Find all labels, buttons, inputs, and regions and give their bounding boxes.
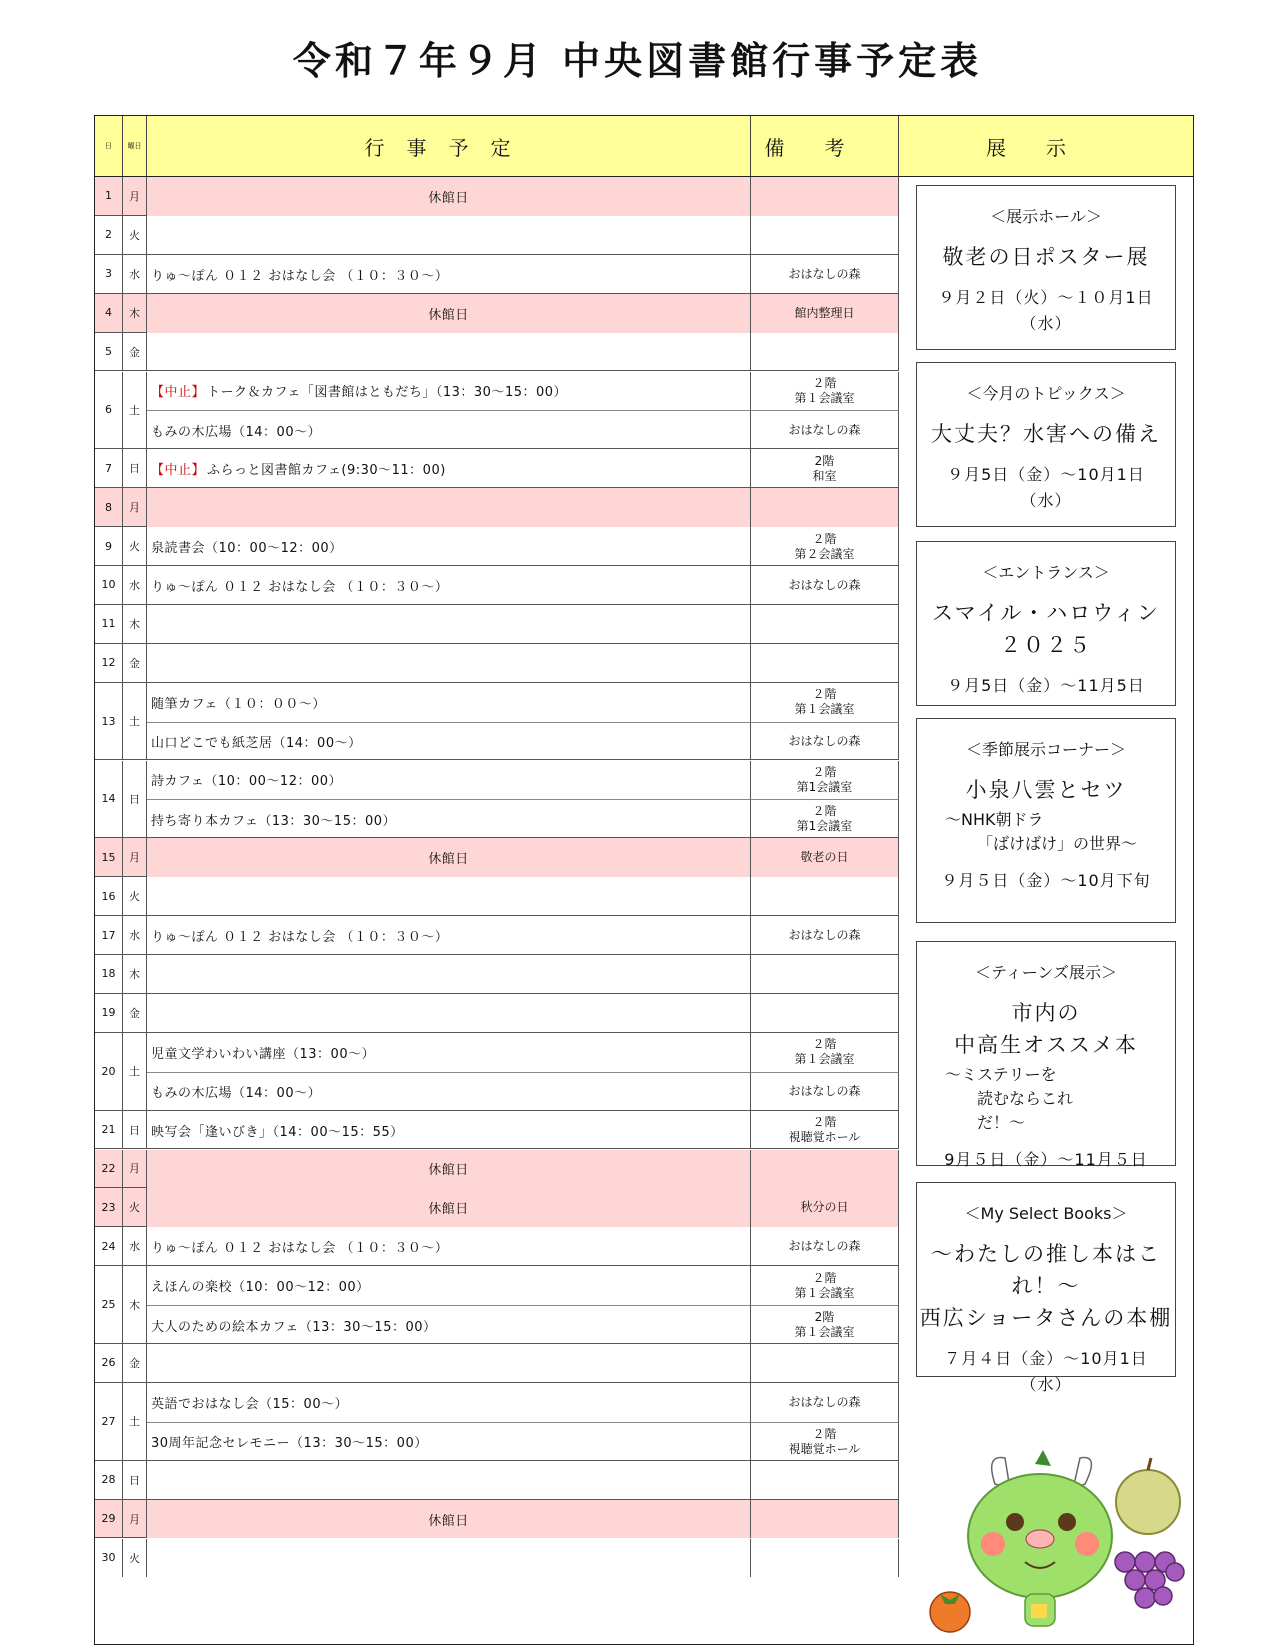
weekday: 木 — [123, 605, 147, 643]
event-cell — [147, 1383, 751, 1422]
header-day: 日 — [95, 116, 123, 176]
note-line: 第１会議室 — [794, 1285, 855, 1300]
exhibit-box — [916, 541, 1176, 706]
day-number: 20 — [95, 1033, 123, 1110]
exhibit-date-line: ９月５日（金）～10月下旬 — [941, 871, 1151, 890]
note-line: 第２会議室 — [794, 546, 855, 561]
table-row — [95, 488, 899, 527]
exhibit-title-line: 中高生オススメ本 — [954, 1033, 1138, 1057]
day-number: 2 — [95, 216, 123, 254]
note-line: 和室 — [812, 468, 837, 483]
persimmon-icon — [930, 1592, 970, 1632]
note-line: おはなしの森 — [788, 577, 861, 592]
event-text: 持ち寄り本カフェ（13：30～15：00） — [151, 813, 397, 829]
event-text: トーク＆カフェ「図書館はともだち」（13：30～15：00） — [207, 385, 568, 401]
note-line: 第１会議室 — [794, 1325, 855, 1340]
note-line: ２階 — [812, 1037, 837, 1052]
event-cell — [147, 1305, 751, 1344]
exhibit-location: ＜エントランス＞ — [982, 563, 1110, 582]
event-text: 児童文学わいわい講座（13：00～） — [151, 1046, 376, 1062]
event-cell — [147, 372, 751, 411]
note-cell — [751, 1227, 899, 1266]
note-cell — [751, 255, 899, 294]
pear-icon — [1116, 1458, 1180, 1534]
event-cell — [147, 449, 751, 488]
note-cell — [751, 761, 899, 800]
note-cell — [751, 1072, 899, 1111]
exhibit-date-line: （水） — [1020, 491, 1072, 510]
table-row — [95, 216, 899, 255]
note-line: 第１会議室 — [794, 702, 855, 717]
note-cell — [751, 1461, 899, 1500]
weekday: 日 — [123, 1461, 147, 1499]
day-number: 12 — [95, 644, 123, 682]
exhibit-location: ＜My Select Books＞ — [964, 1204, 1128, 1223]
note-cell — [751, 1033, 899, 1072]
weekday: 月 — [123, 488, 147, 526]
note-cell — [751, 955, 899, 994]
grape-icon — [1115, 1552, 1184, 1608]
weekday: 水 — [123, 1227, 147, 1265]
weekday: 木 — [123, 955, 147, 993]
day-number: 4 — [95, 294, 123, 332]
day-number: 15 — [95, 838, 123, 876]
exhibit-subtitle-line: 「ばけばけ」の世界～ — [977, 834, 1138, 853]
event-cell — [147, 799, 751, 838]
table-row — [95, 1344, 899, 1383]
weekday: 火 — [123, 216, 147, 254]
exhibit-title-line: スマイル・ハロウィン — [932, 601, 1160, 625]
day-number: 27 — [95, 1383, 123, 1460]
exhibit-title-line: 大丈夫？水害への備え — [931, 422, 1161, 446]
exhibit-dates — [917, 285, 1175, 337]
event-cell — [147, 838, 751, 877]
note-cell — [751, 449, 899, 488]
day-number: 3 — [95, 255, 123, 293]
event-cell — [147, 527, 751, 566]
weekday: 土 — [123, 683, 147, 760]
day-number: 9 — [95, 527, 123, 565]
table-row — [95, 1188, 899, 1227]
exhibit-dates — [917, 868, 1175, 894]
note-line: おはなしの森 — [788, 928, 861, 943]
event-cell — [147, 216, 751, 255]
note-cell — [751, 488, 899, 527]
day-number: 13 — [95, 683, 123, 760]
day-number: 11 — [95, 605, 123, 643]
note-cell — [751, 1150, 899, 1189]
header-events: 行事予定 — [147, 116, 751, 176]
exhibit-subtitle-line: だ！～ — [977, 1113, 1026, 1132]
table-row — [95, 1500, 899, 1539]
note-line: ２階 — [812, 764, 837, 779]
table-row — [95, 294, 899, 333]
day-number: 16 — [95, 877, 123, 915]
note-cell — [751, 722, 899, 761]
weekday: 金 — [123, 994, 147, 1032]
table-row — [95, 1539, 899, 1578]
exhibit-column — [899, 177, 1193, 1644]
table-row — [95, 372, 899, 450]
table-header — [95, 116, 1193, 177]
event-text: 休館日 — [428, 1163, 469, 1179]
event-text: えほんの楽校（10：00～12：00） — [151, 1280, 370, 1296]
mascot-character-icon — [968, 1450, 1112, 1626]
note-cell — [751, 1344, 899, 1383]
weekday: 木 — [123, 1266, 147, 1343]
note-cell — [751, 527, 899, 566]
day-number: 1 — [95, 177, 123, 215]
day-number: 10 — [95, 566, 123, 604]
note-cell — [751, 372, 899, 411]
note-line: ２階 — [812, 687, 837, 702]
note-line: 敬老の日 — [800, 850, 849, 865]
table-row — [95, 994, 899, 1033]
day-number: 14 — [95, 761, 123, 838]
note-cell — [751, 1266, 899, 1305]
exhibit-title — [917, 597, 1175, 661]
exhibit-date-line: （水） — [1020, 1375, 1072, 1394]
event-cell — [147, 1500, 751, 1539]
event-cell — [147, 255, 751, 294]
event-cell — [147, 761, 751, 800]
note-cell — [751, 1539, 899, 1578]
event-text: 休館日 — [428, 307, 469, 323]
note-line: 館内整理日 — [794, 305, 855, 320]
table-row — [95, 1461, 899, 1500]
exhibit-location: ＜ティーンズ展示＞ — [975, 963, 1117, 982]
event-text: 休館日 — [428, 1202, 469, 1218]
note-cell — [751, 799, 899, 838]
day-number: 8 — [95, 488, 123, 526]
day-number: 30 — [95, 1539, 123, 1578]
day-number: 22 — [95, 1150, 123, 1188]
day-number: 5 — [95, 333, 123, 371]
event-text: 大人のための絵本カフェ（13：30～15：00） — [151, 1319, 437, 1335]
event-text: もみの木広場（14：00～） — [151, 1086, 322, 1102]
day-number: 7 — [95, 449, 123, 487]
exhibit-subtitle-line: 読むならこれ — [977, 1089, 1074, 1108]
note-line: ２階 — [812, 1426, 837, 1441]
note-line: おはなしの森 — [788, 734, 861, 749]
weekday: 土 — [123, 1033, 147, 1110]
note-cell — [751, 1383, 899, 1422]
day-number: 29 — [95, 1500, 123, 1538]
note-line: 2階 — [814, 453, 835, 468]
exhibit-box — [916, 1182, 1176, 1394]
exhibit-title-line: 西広ショータさんの本棚 — [919, 1306, 1173, 1330]
table-row — [95, 566, 899, 605]
note-cell — [751, 605, 899, 644]
note-line: おはなしの森 — [788, 1394, 861, 1409]
exhibit-box — [916, 362, 1176, 527]
exhibit-date-line: ９月5日（金）～11月5日 — [947, 676, 1145, 695]
exhibit-subtitle-line: ～ミステリーを — [945, 1065, 1057, 1084]
event-text: もみの木広場（14：00～） — [151, 424, 322, 440]
table-row — [95, 527, 899, 566]
note-cell — [751, 994, 899, 1033]
note-cell — [751, 333, 899, 372]
event-cell — [147, 722, 751, 761]
event-text: 映写会「逢いびき」（14：00～15：55） — [151, 1124, 404, 1140]
event-text: 30周年記念セレモニー（13：30～15：00） — [151, 1436, 428, 1452]
event-text: りゅ～ぽん ０１２ おはなし会 （１０：３０～） — [151, 268, 449, 284]
event-cell — [147, 1227, 751, 1266]
exhibit-box — [916, 941, 1176, 1169]
event-cell — [147, 1266, 751, 1305]
weekday: 金 — [123, 644, 147, 682]
table-row — [95, 644, 899, 683]
event-text: 山口どこでも紙芝居（14：00～） — [151, 736, 362, 752]
weekday: 月 — [123, 1500, 147, 1538]
weekday: 木 — [123, 294, 147, 332]
day-number: 6 — [95, 372, 123, 449]
event-cell — [147, 488, 751, 527]
note-line: 2階 — [814, 1310, 835, 1325]
weekday: 火 — [123, 1539, 147, 1578]
note-cell — [751, 1188, 899, 1227]
exhibit-dates — [917, 1346, 1175, 1398]
note-cell — [751, 294, 899, 333]
header-weekday: 曜日 — [123, 116, 147, 176]
weekday: 日 — [123, 1111, 147, 1149]
page-title: 令和７年９月 中央図書館行事予定表 — [292, 39, 983, 83]
exhibit-title — [917, 1238, 1175, 1334]
note-line: ２階 — [812, 531, 837, 546]
event-cell — [147, 1461, 751, 1500]
exhibit-date-line: ７月４日（金）～10月1日 — [944, 1349, 1148, 1368]
event-cell — [147, 1539, 751, 1578]
note-line: ２階 — [812, 1270, 837, 1285]
weekday: 火 — [123, 877, 147, 915]
note-line: 視聴覚ホール — [788, 1130, 861, 1145]
table-row — [95, 1266, 899, 1344]
note-line: ２階 — [812, 1115, 837, 1130]
weekday: 月 — [123, 1150, 147, 1188]
event-text: 休館日 — [428, 1513, 469, 1529]
weekday: 土 — [123, 372, 147, 449]
note-cell — [751, 177, 899, 216]
event-cell — [147, 916, 751, 955]
note-cell — [751, 916, 899, 955]
exhibit-location: ＜今月のトピックス＞ — [966, 384, 1126, 403]
note-cell — [751, 838, 899, 877]
event-text: 詩カフェ（10：00～12：00） — [151, 774, 343, 790]
table-row — [95, 449, 899, 488]
table-row — [95, 1111, 899, 1150]
exhibit-box — [916, 185, 1176, 350]
event-text: りゅ～ぽん ０１２ おはなし会 （１０：３０～） — [151, 930, 449, 946]
event-text: 随筆カフェ（１０：００～） — [151, 696, 326, 712]
event-cell — [147, 1422, 751, 1461]
event-cell — [147, 177, 751, 216]
note-line: おはなしの森 — [788, 1239, 861, 1254]
day-number: 17 — [95, 916, 123, 954]
event-cell — [147, 410, 751, 449]
weekday: 月 — [123, 838, 147, 876]
table-row — [95, 877, 899, 916]
header-exhibits: 展示 — [986, 135, 1106, 160]
table-row — [95, 177, 899, 216]
day-number: 21 — [95, 1111, 123, 1149]
table-row — [95, 605, 899, 644]
exhibit-box — [916, 718, 1176, 923]
event-cell — [147, 955, 751, 994]
event-cell — [147, 644, 751, 683]
event-text: 休館日 — [428, 852, 469, 868]
table-row — [95, 761, 899, 839]
exhibit-date-line: 9月５日（金）～11月５日 — [944, 1150, 1148, 1169]
note-line: 秋分の日 — [800, 1200, 849, 1215]
event-cell — [147, 294, 751, 333]
event-cell — [147, 1072, 751, 1111]
note-line: 第1会議室 — [796, 779, 853, 794]
note-cell — [751, 1500, 899, 1539]
table-row — [95, 916, 899, 955]
weekday: 火 — [123, 527, 147, 565]
schedule-table — [94, 115, 1194, 1645]
note-cell — [751, 1305, 899, 1344]
cancelled-label: 【中止】 — [151, 385, 206, 401]
weekday: 火 — [123, 1188, 147, 1226]
event-cell — [147, 333, 751, 372]
header-notes: 備考 — [751, 116, 899, 176]
event-cell — [147, 877, 751, 916]
table-row — [95, 838, 899, 877]
event-cell — [147, 1344, 751, 1383]
note-line: ２階 — [812, 804, 837, 819]
event-cell — [147, 683, 751, 722]
note-line: おはなしの森 — [788, 422, 861, 437]
day-number: 24 — [95, 1227, 123, 1265]
note-cell — [751, 1422, 899, 1461]
weekday: 月 — [123, 177, 147, 215]
weekday: 水 — [123, 566, 147, 604]
day-number: 23 — [95, 1188, 123, 1226]
note-cell — [751, 410, 899, 449]
event-cell — [147, 605, 751, 644]
table-row — [95, 1033, 899, 1111]
exhibit-date-line: （水） — [1020, 314, 1072, 333]
exhibit-title-line: 敬老の日ポスター展 — [942, 245, 1150, 269]
exhibit-subtitle-line: ～NHK朝ドラ — [945, 810, 1044, 829]
exhibit-dates — [917, 462, 1175, 514]
mascot-illustration — [915, 1444, 1185, 1634]
table-row — [95, 955, 899, 994]
event-text: 泉読書会（10：00～12：00） — [151, 541, 343, 557]
exhibit-title-line: ２０２５ — [1000, 633, 1092, 657]
exhibit-dates — [917, 673, 1175, 699]
event-text: りゅ～ぽん ０１２ おはなし会 （１０：３０～） — [151, 1241, 449, 1257]
weekday: 水 — [123, 255, 147, 293]
note-cell — [751, 877, 899, 916]
note-cell — [751, 566, 899, 605]
exhibit-location: ＜展示ホール＞ — [990, 207, 1102, 226]
event-cell — [147, 1150, 751, 1189]
exhibit-title-line: ～わたしの推し本はこれ！～ — [931, 1242, 1161, 1298]
weekday: 金 — [123, 1344, 147, 1382]
exhibit-dates — [917, 1147, 1175, 1173]
note-cell — [751, 1111, 899, 1150]
note-cell — [751, 216, 899, 255]
exhibit-date-line: ９月２日（火）～１０月1日 — [938, 288, 1154, 307]
weekday: 金 — [123, 333, 147, 371]
event-cell — [147, 566, 751, 605]
table-row — [95, 1383, 899, 1461]
table-row — [95, 333, 899, 372]
note-line: 第1会議室 — [796, 819, 853, 834]
exhibit-title — [917, 241, 1175, 273]
note-line: 視聴覚ホール — [788, 1441, 861, 1456]
day-number: 26 — [95, 1344, 123, 1382]
weekday: 日 — [123, 761, 147, 838]
exhibit-title — [917, 997, 1175, 1061]
event-cell — [147, 994, 751, 1033]
note-line: おはなしの森 — [788, 266, 861, 281]
event-cell — [147, 1111, 751, 1150]
day-number: 19 — [95, 994, 123, 1032]
exhibit-location: ＜季節展示コーナー＞ — [965, 740, 1126, 759]
table-row — [95, 683, 899, 761]
table-row — [95, 255, 899, 294]
exhibit-title-line: 市内の — [1011, 1001, 1081, 1025]
note-line: おはなしの森 — [788, 1084, 861, 1099]
table-row — [95, 1227, 899, 1266]
table-row — [95, 1150, 899, 1189]
exhibit-date-line: ９月5日（金）～10月1日 — [947, 465, 1145, 484]
note-line: 第１会議室 — [794, 1052, 855, 1067]
event-text: 英語でおはなし会（15：00～） — [151, 1396, 349, 1412]
exhibit-title — [917, 774, 1175, 806]
exhibit-title-line: 小泉八雲とセツ — [965, 778, 1127, 802]
day-number: 18 — [95, 955, 123, 993]
note-line: ２階 — [812, 375, 837, 390]
day-number: 28 — [95, 1461, 123, 1499]
event-text: 休館日 — [428, 190, 469, 206]
weekday: 土 — [123, 1383, 147, 1460]
weekday: 日 — [123, 449, 147, 487]
note-line: 第１会議室 — [794, 390, 855, 405]
schedule-rows — [95, 177, 899, 1644]
weekday: 水 — [123, 916, 147, 954]
exhibit-title — [917, 418, 1175, 450]
event-cell — [147, 1033, 751, 1072]
event-text: りゅ～ぽん ０１２ おはなし会 （１０：３０～） — [151, 579, 449, 595]
event-text: ふらっと図書館カフェ(9:30～11：00) — [207, 463, 446, 479]
note-cell — [751, 683, 899, 722]
note-cell — [751, 644, 899, 683]
day-number: 25 — [95, 1266, 123, 1343]
event-cell — [147, 1188, 751, 1227]
cancelled-label: 【中止】 — [151, 463, 206, 479]
